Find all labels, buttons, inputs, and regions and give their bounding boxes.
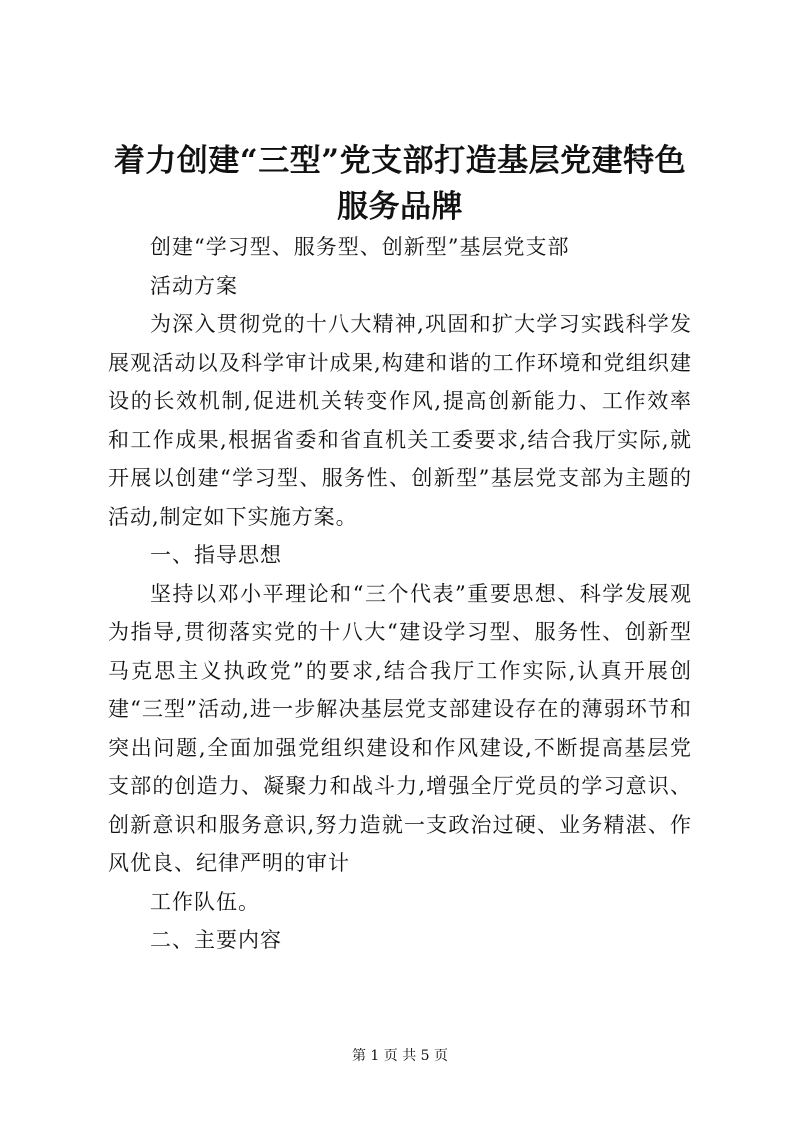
page-footer: 第 1 页 共 5 页 (351, 1048, 449, 1064)
paragraph-guiding-thought: 坚持以邓小平理论和“三个代表”重要思想、科学发展观为指导,贯彻落实党的十八大“建设学习型、服务性、创新型马克思主义执政党”的要求,结合我厅工作实际,认真开展创建“三型”活动,进一步解决基层党支部建设存在的薄弱环节和突出问题,全面加强党组织建设和作风建设,不断提高基层党支部的创造力、凝聚力和战斗力,增强全厅党员的学习意识、创新意识和服务意识,努力造就一支政治过硬、业务精湛、作风优良、纪律严明的审计 (108, 581, 692, 875)
section-heading-guiding-thought: 一、指导思想 (150, 543, 282, 567)
paragraph-intro: 为深入贯彻党的十八大精神,巩固和扩大学习实践科学发展观活动以及科学审计成果,构建和谐的工作环境和党组织建设的长效机制,促进机关转变作风,提高创新能力、工作效率和工作成果,根据省委和省直机关工委要求,结合我厅实际,就开展以创建“学习型、服务性、创新型”基层党支部为主题的活动,制定如下实施方案。 (108, 312, 692, 529)
section-heading-main-content: 二、主要内容 (150, 928, 282, 952)
paragraph-team: 工作队伍。 (150, 889, 260, 914)
paragraph-subtitle: 创建“学习型、服务型、创新型”基层党支部 (150, 235, 570, 259)
paragraph-plan-label: 活动方案 (150, 273, 238, 298)
document-body (108, 228, 692, 960)
document-title: 着力创建“三型”党支部打造基层党建特色服务品牌 (113, 143, 687, 225)
